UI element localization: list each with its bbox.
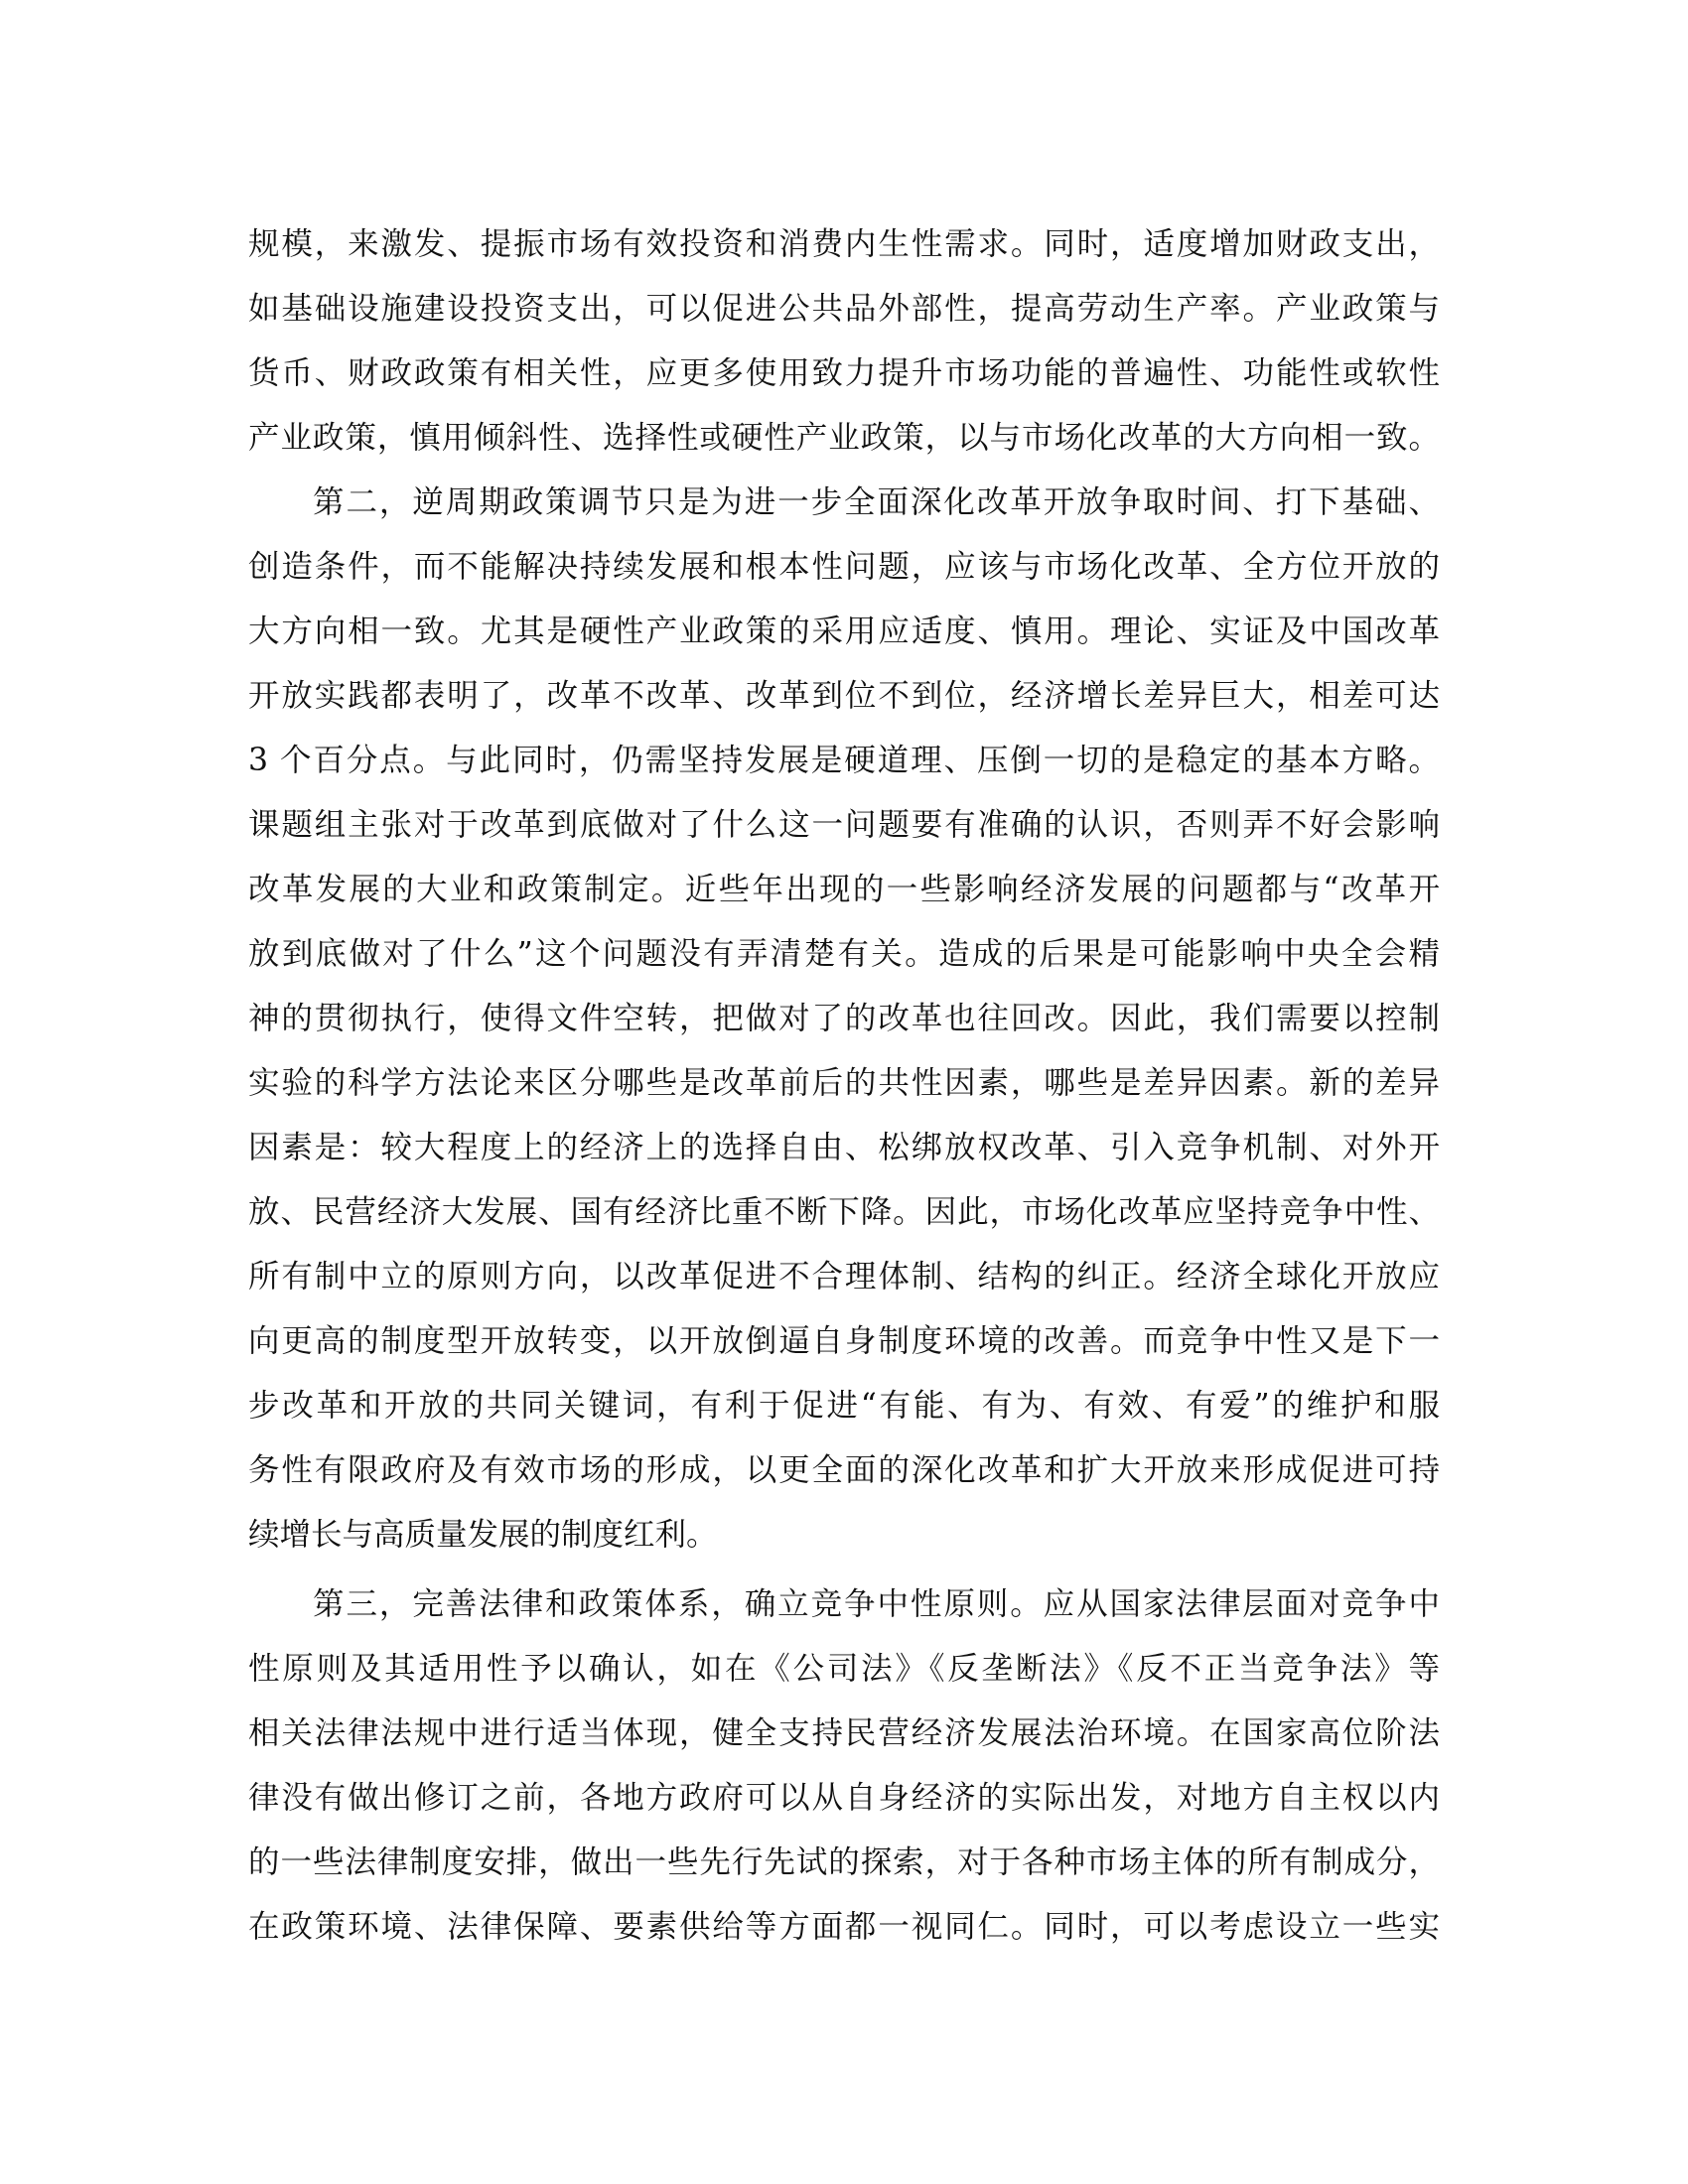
text-line: 律没有做出修订之前，各地方政府可以从自身经济的实际出发，对地方自主权以内 (248, 1780, 1440, 1816)
text-line: 产业政策，慎用倾斜性、选择性或硬性产业政策，以与市场化改革的大方向相一致。 (248, 420, 1440, 456)
text-line: 实验的科学方法论来区分哪些是改革前后的共性因素，哪些是差异因素。新的差异 (248, 1065, 1440, 1101)
text-line: 大方向相一致。尤其是硬性产业政策的采用应适度、慎用。理论、实证及中国改革 (248, 614, 1440, 649)
text-line: 所有制中立的原则方向，以改革促进不合理体制、结构的纠正。经济全球化开放应 (248, 1259, 1440, 1295)
paragraph-first-line: 第二，逆周期政策调节只是为进一步全面深化改革开放争取时间、打下基础、 (313, 484, 1440, 520)
text-line: 放到底做对了什么”这个问题没有弄清楚有关。造成的后果是可能影响中央全会精 (248, 936, 1440, 972)
text-line: 3 个百分点。与此同时，仍需坚持发展是硬道理、压倒一切的是稳定的基本方略。 (248, 743, 1440, 778)
text-line: 性原则及其适用性予以确认，如在《公司法》《反垄断法》《反不正当竞争法》等 (248, 1651, 1440, 1687)
text-line: 向更高的制度型开放转变，以开放倒逼自身制度环境的改善。而竞争中性又是下一 (248, 1323, 1440, 1359)
text-line: 因素是：较大程度上的经济上的选择自由、松绑放权改革、引入竞争机制、对外开 (248, 1130, 1440, 1165)
text-line: 如基础设施建设投资支出，可以促进公共品外部性，提高劳动生产率。产业政策与 (248, 291, 1440, 327)
paragraph-first-line: 第三，完善法律和政策体系，确立竞争中性原则。应从国家法律层面对竞争中 (313, 1586, 1440, 1622)
text-line: 放、民营经济大发展、国有经济比重不断下降。因此，市场化改革应坚持竞争中性、 (248, 1194, 1440, 1230)
text-line: 课题组主张对于改革到底做对了什么这一问题要有准确的认识，否则弄不好会影响 (248, 807, 1440, 843)
text-line: 务性有限政府及有效市场的形成，以更全面的深化改革和扩大开放来形成促进可持 (248, 1452, 1440, 1488)
text-line: 相关法律法规中进行适当体现，健全支持民营经济发展法治环境。在国家高位阶法 (248, 1715, 1440, 1751)
text-line: 开放实践都表明了，改革不改革、改革到位不到位，经济增长差异巨大，相差可达 (248, 678, 1440, 714)
text-line: 的一些法律制度安排，做出一些先行先试的探索，对于各种市场主体的所有制成分， (248, 1844, 1440, 1880)
text-line: 在政策环境、法律保障、要素供给等方面都一视同仁。同时，可以考虑设立一些实 (248, 1909, 1440, 1945)
text-line: 货币、财政政策有相关性，应更多使用致力提升市场功能的普遍性、功能性或软性 (248, 355, 1440, 391)
text-line: 规模，来激发、提振市场有效投资和消费内生性需求。同时，适度增加财政支出， (248, 226, 1440, 262)
text-line: 改革发展的大业和政策制定。近些年出现的一些影响经济发展的问题都与“改革开 (248, 872, 1440, 907)
text-line: 神的贯彻执行，使得文件空转，把做对了的改革也往回改。因此，我们需要以控制 (248, 1001, 1440, 1036)
paragraph-last-line: 续增长与高质量发展的制度红利。 (248, 1517, 718, 1553)
text-line: 创造条件，而不能解决持续发展和根本性问题，应该与市场化改革、全方位开放的 (248, 549, 1440, 585)
text-line: 步改革和开放的共同关键词，有利于促进“有能、有为、有效、有爱”的维护和服 (248, 1388, 1440, 1424)
